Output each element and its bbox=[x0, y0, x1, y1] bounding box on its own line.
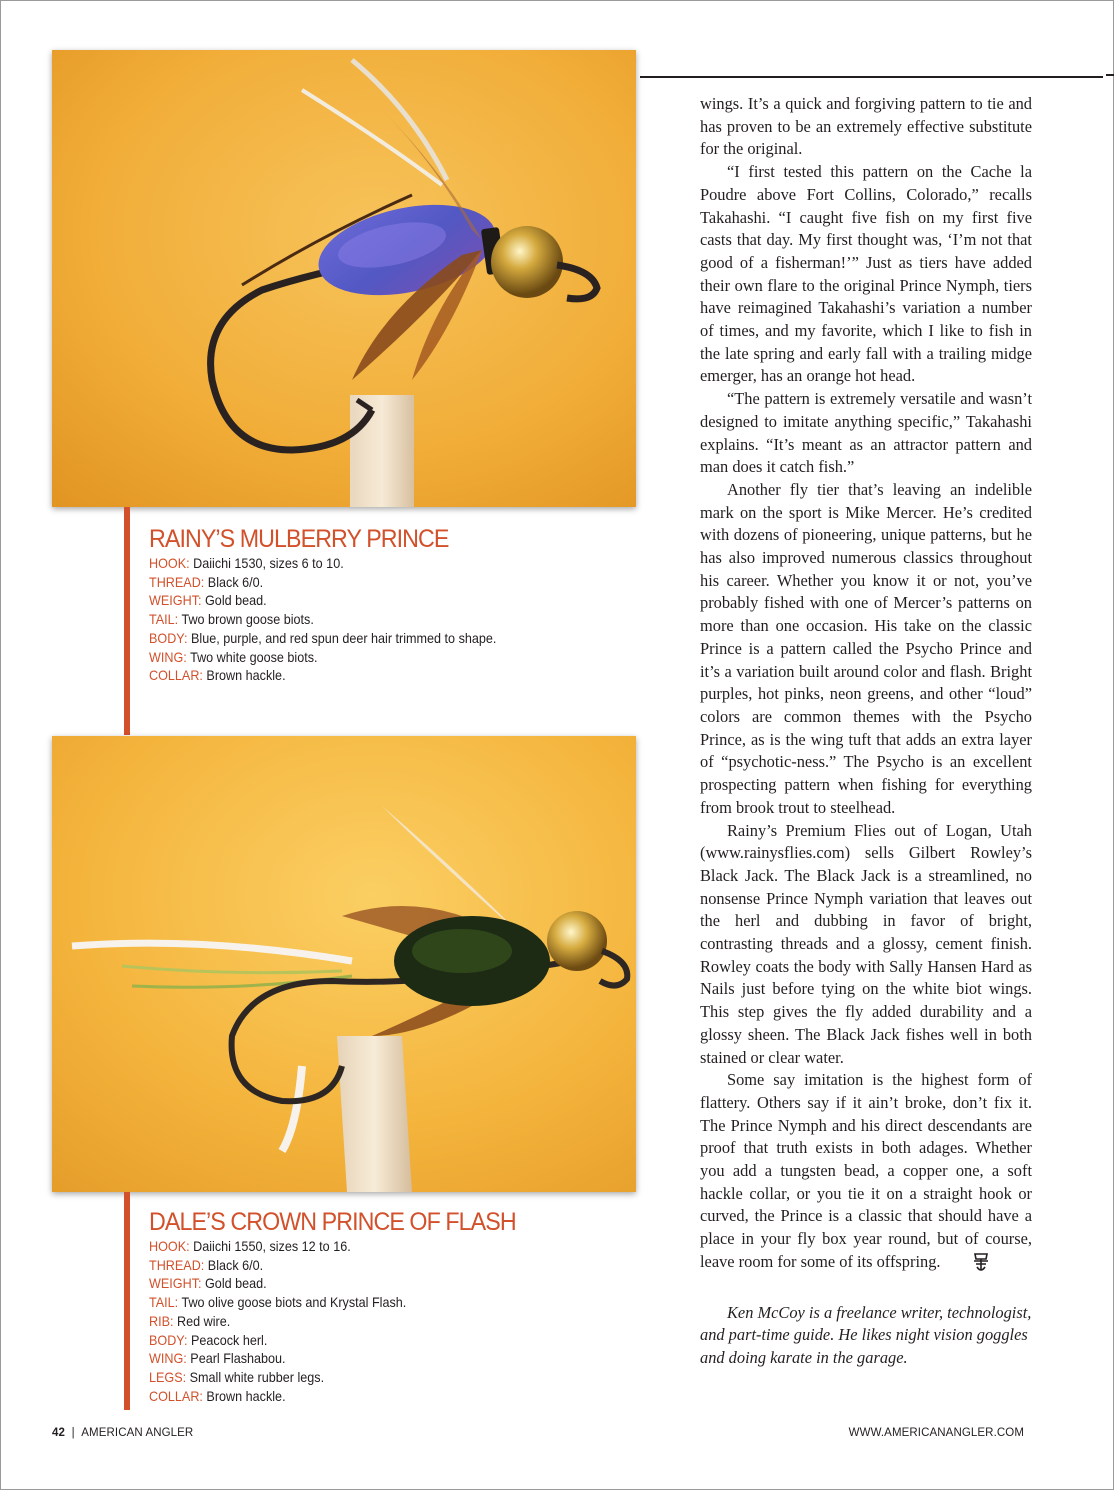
footer-separator: | bbox=[71, 1427, 75, 1439]
recipe-line: WEIGHT: Gold bead. bbox=[149, 1275, 267, 1292]
magazine-name: AMERICAN ANGLER bbox=[81, 1427, 194, 1439]
recipe-mulberry-prince bbox=[149, 525, 619, 685]
fly-illustration-mulberry bbox=[52, 50, 636, 507]
recipe-line: HOOK: Daiichi 1550, sizes 12 to 16. bbox=[149, 1238, 351, 1254]
author-bio: Ken McCoy is a freelance writer, technologist, and part-time guide. He likes night vision goggles and doing karate in the garage. bbox=[700, 1302, 1032, 1367]
recipe-line: HOOK: Daiichi 1530, sizes 6 to 10. bbox=[149, 555, 344, 571]
recipe-line: WEIGHT: Gold bead. bbox=[149, 592, 267, 609]
article-paragraph-text: Some say imitation is the highest form of flattery. Others say if it ain’t broke, don’t fix it. The Prince Nymph and his direct descendants are proof that truth exists in both adages. Whether you add a tungsten bead, a copper one, a soft hackle collar, or you tie it on a straight hook or curved, the Prince is a classic that should have a place in your fly box year round, but of course, leave room for some of its offspring. bbox=[700, 1070, 1032, 1271]
article-column bbox=[700, 93, 1032, 1370]
top-rule-tick bbox=[1106, 74, 1114, 76]
recipe-line: WING: Pearl Flashabou. bbox=[149, 1350, 286, 1367]
article-paragraph: wings. It’s a quick and forgiving pattern to tie and has proven to be an extremely effective substitute for the original. bbox=[700, 94, 1032, 159]
fly-illustration-crown-prince bbox=[52, 736, 636, 1192]
recipe-line: THREAD: Black 6/0. bbox=[149, 1256, 264, 1273]
article-paragraph: “I first tested this pattern on the Cache la Poudre above Fort Collins, Colorado,” recalls Takahashi. “I caught five fish on my first five casts that day. My first thought was, ‘I’m not that good of a fisherman!’” Just as tiers have added their own flare to the original Prince Nymph, tiers have reimagined Takahashi’s variation a number of times, and my favorite, which I like to fish in the late spring and early fall with a trailing midge emerger, has an orange hot head. bbox=[700, 162, 1032, 386]
photo-mulberry-prince bbox=[52, 50, 636, 507]
article-paragraph: “The pattern is extremely versatile and wasn’t designed to imitate anything specific,” Takahashi explains. “It’s meant as an attractor pattern and man does it catch fish.” bbox=[700, 389, 1032, 477]
recipe-title: RAINY’S MULBERRY PRINCE bbox=[149, 525, 449, 553]
recipe-line: BODY: Blue, purple, and red spun deer hair trimmed to shape. bbox=[149, 629, 497, 646]
recipe-line: COLLAR: Brown hackle. bbox=[149, 667, 286, 684]
page-number: 42 bbox=[52, 1427, 65, 1439]
caption-accent-bar bbox=[124, 1192, 130, 1410]
top-rule bbox=[640, 76, 1103, 78]
recipe-line: TAIL: Two brown goose biots. bbox=[149, 611, 314, 628]
footer-folio bbox=[52, 1427, 193, 1439]
recipe-crown-prince-of-flash bbox=[149, 1208, 619, 1405]
article-paragraph-last bbox=[700, 1069, 1032, 1279]
recipe-line: COLLAR: Brown hackle. bbox=[149, 1387, 286, 1404]
recipe-line: THREAD: Black 6/0. bbox=[149, 573, 264, 590]
recipe-line: RIB: Red wire. bbox=[149, 1312, 231, 1329]
end-mark-icon bbox=[945, 1251, 990, 1280]
photo-crown-prince-of-flash bbox=[52, 736, 636, 1192]
recipe-line: TAIL: Two olive goose biots and Krystal Flash. bbox=[149, 1294, 407, 1311]
article-paragraph: Rainy’s Premium Flies out of Logan, Utah (www.rainysflies.com) sells Gilbert Rowley’s Black Jack. The Black Jack is a streamlined, no nonsense Prince Nymph variation that leaves out the herl and dubbing in favor of bright, contrasting threads and a glossy, cement finish. Rowley coats the body with Sally Hansen Hard as Nails just before tying on the white biot wings. This step gives the fly added durability and a glossy sheen. The Black Jack fishes well in both stained or clear water. bbox=[700, 820, 1032, 1067]
recipe-title: DALE’S CROWN PRINCE OF FLASH bbox=[149, 1208, 516, 1236]
article-paragraph: Another fly tier that’s leaving an indelible mark on the sport is Mike Mercer. He’s credited with dozens of pioneering, unique patterns, but he has also improved numerous classics throughout his career. Whether you know it or not, you’ve probably fished with one of Mercer’s patterns on more than one occasion. His take on the classic Prince is a pattern called the Psycho Prince and it’s a variation built around color and flash. Bright purples, hot pinks, neon greens, and other “loud” colors are common themes with the Psycho Prince, as is the wing tuft that adds an extra layer of “psychotic-ness.” The Psycho is an excellent prospecting pattern when fishing for everything from brook trout to steelhead. bbox=[700, 479, 1032, 817]
recipe-line: LEGS: Small white rubber legs. bbox=[149, 1368, 325, 1385]
recipe-line: WING: Two white goose biots. bbox=[149, 648, 318, 665]
recipe-line: BODY: Peacock herl. bbox=[149, 1331, 268, 1348]
caption-accent-bar bbox=[124, 507, 130, 735]
footer-website: WWW.AMERICANANGLER.COM bbox=[848, 1427, 1024, 1439]
